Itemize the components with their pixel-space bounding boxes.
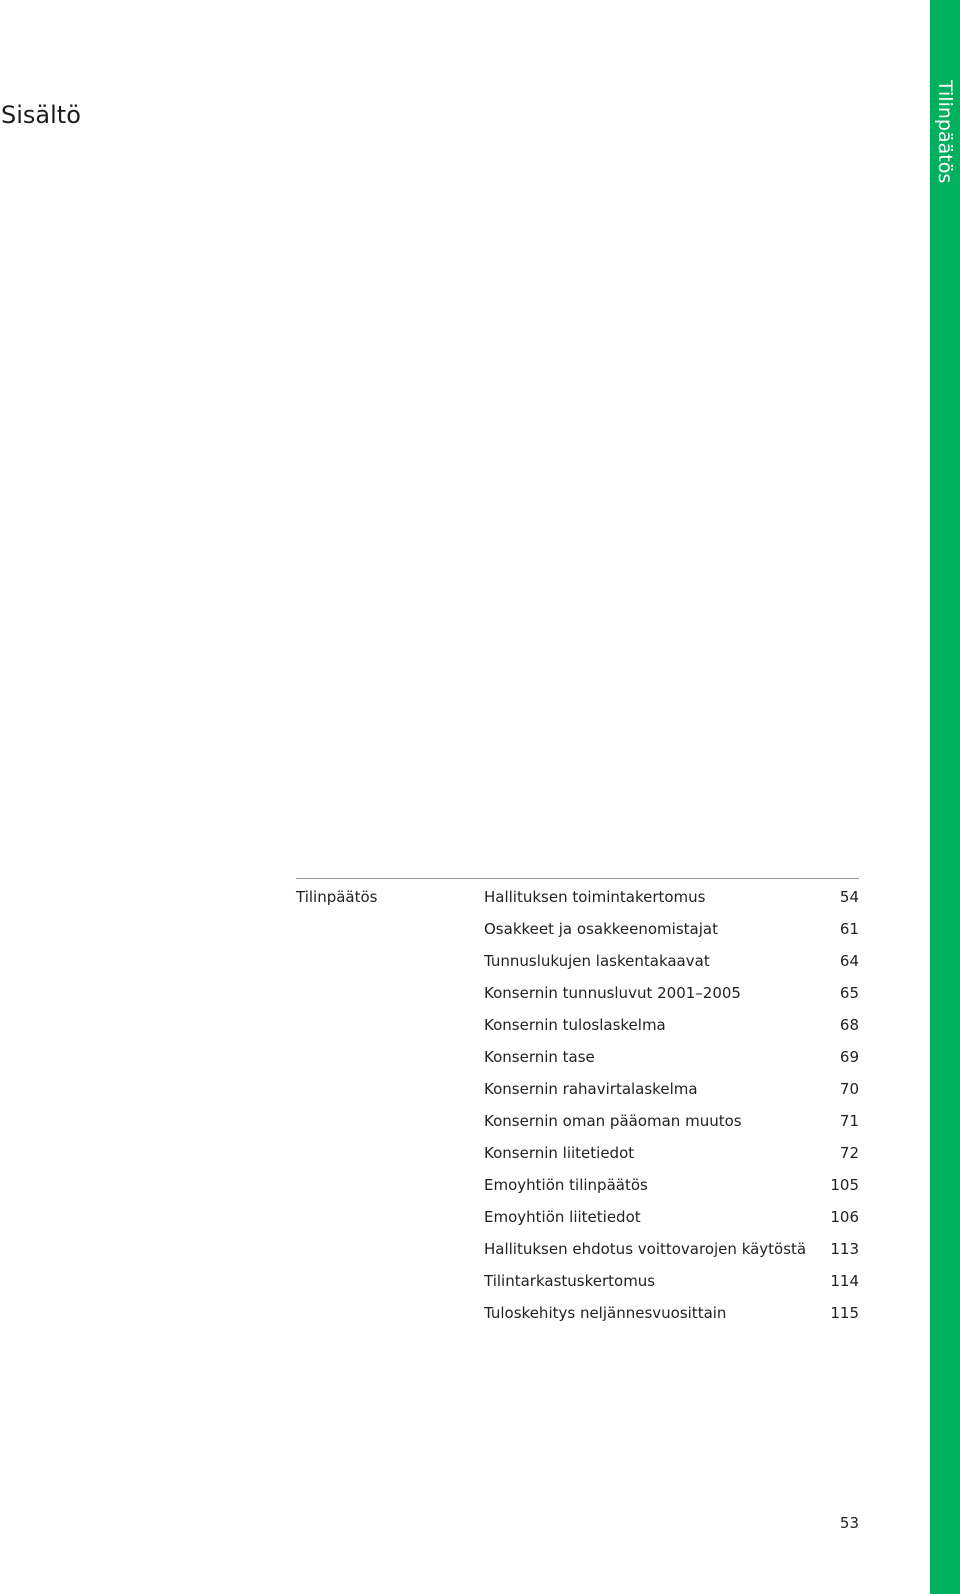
toc-entry[interactable] xyxy=(484,1078,859,1110)
toc-entry[interactable] xyxy=(484,1270,859,1302)
toc-entry[interactable] xyxy=(484,1046,859,1078)
toc-entry-title: Tunnuslukujen laskentakaavat xyxy=(484,952,710,970)
toc-section-label: Tilinpäätös xyxy=(296,888,378,906)
page-title: Sisältö xyxy=(1,101,81,130)
toc-entry-list xyxy=(484,886,859,1334)
toc-entry[interactable] xyxy=(484,1174,859,1206)
toc-entry-title: Konsernin tase xyxy=(484,1048,595,1066)
toc-entry-page: 105 xyxy=(830,1176,859,1194)
toc-entry[interactable] xyxy=(484,1238,859,1270)
toc-entry-page: 65 xyxy=(839,984,859,1002)
toc-entry-title: Hallituksen ehdotus voittovarojen käytöstä xyxy=(484,1240,807,1258)
toc-entry-title: Konsernin oman pääoman muutos xyxy=(484,1112,742,1130)
toc-entry[interactable] xyxy=(484,1014,859,1046)
toc-entry-title: Konsernin liitetiedot xyxy=(484,1144,635,1162)
toc-entry-title: Konsernin tuloslaskelma xyxy=(484,1016,666,1034)
section-side-tab xyxy=(930,0,960,1594)
toc-entry-title: Tilintarkastuskertomus xyxy=(484,1272,656,1290)
toc-entry-page: 113 xyxy=(830,1240,859,1258)
toc-entry-page: 70 xyxy=(839,1080,859,1098)
table-of-contents xyxy=(296,878,859,1322)
toc-entry-title: Hallituksen toimintakertomus xyxy=(484,888,706,906)
side-tab-label: Tilinpäätös xyxy=(934,80,956,184)
toc-entry[interactable] xyxy=(484,1302,859,1334)
toc-entry-page: 106 xyxy=(830,1208,859,1226)
toc-entry-page: 68 xyxy=(839,1016,859,1034)
toc-entry[interactable] xyxy=(484,918,859,950)
page-number: 53 xyxy=(839,1514,859,1532)
toc-entry[interactable] xyxy=(484,950,859,982)
toc-entry-page: 114 xyxy=(830,1272,859,1290)
toc-entry-title: Osakkeet ja osakkeenomistajat xyxy=(484,920,718,938)
toc-entry[interactable] xyxy=(484,982,859,1014)
toc-entry-title: Konsernin rahavirtalaskelma xyxy=(484,1080,698,1098)
toc-entry-page: 69 xyxy=(839,1048,859,1066)
toc-entry-page: 54 xyxy=(839,888,859,906)
toc-entry[interactable] xyxy=(484,886,859,918)
toc-entry-page: 61 xyxy=(839,920,859,938)
toc-entry[interactable] xyxy=(484,1142,859,1174)
toc-entry-page: 72 xyxy=(839,1144,859,1162)
toc-entry[interactable] xyxy=(484,1110,859,1142)
toc-entry-title: Emoyhtiön liitetiedot xyxy=(484,1208,641,1226)
toc-entry-title: Tuloskehitys neljännesvuosittain xyxy=(484,1304,727,1322)
toc-entry-page: 115 xyxy=(830,1304,859,1322)
toc-entry-title: Konsernin tunnusluvut 2001–2005 xyxy=(484,984,741,1002)
toc-entry[interactable] xyxy=(484,1206,859,1238)
toc-entry-page: 71 xyxy=(839,1112,859,1130)
toc-entry-title: Emoyhtiön tilinpäätös xyxy=(484,1176,648,1194)
toc-entry-page: 64 xyxy=(839,952,859,970)
